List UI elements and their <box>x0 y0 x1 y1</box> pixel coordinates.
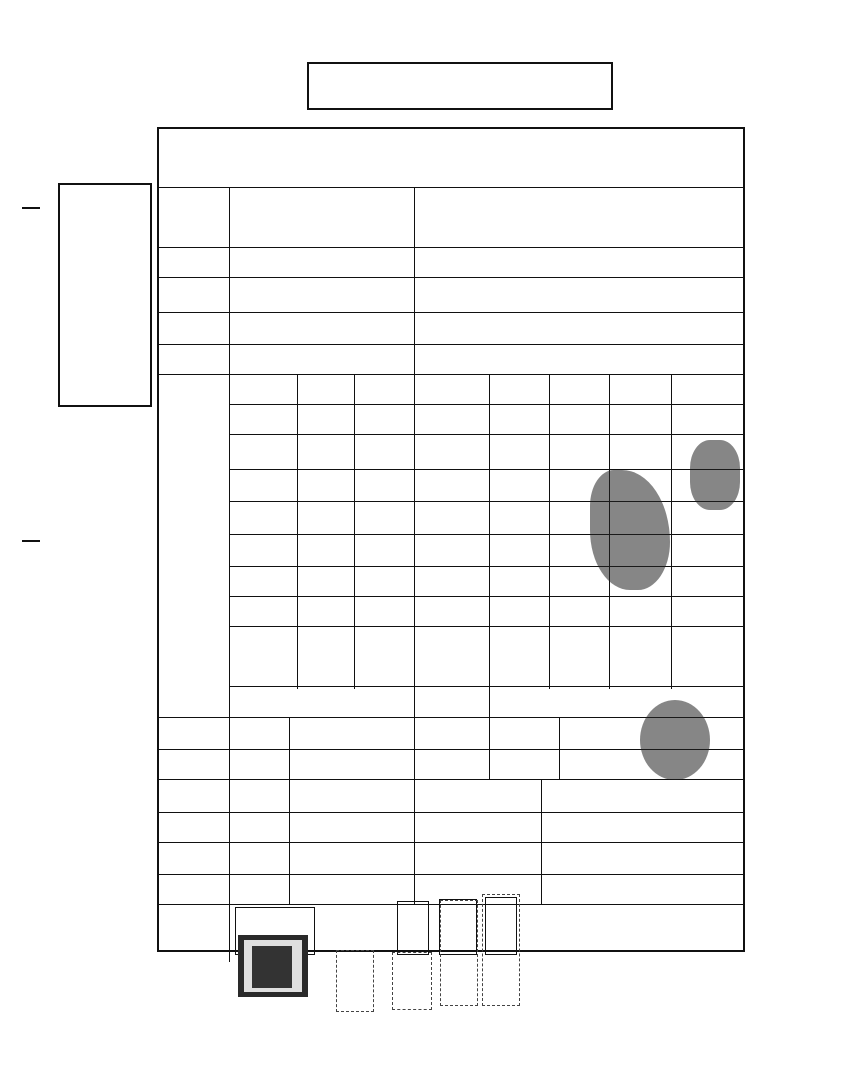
side-label-box <box>58 183 152 407</box>
signature-seal <box>392 952 432 1010</box>
signature-seal <box>440 900 478 1006</box>
ink-blot <box>690 440 740 510</box>
seal-core <box>252 946 292 988</box>
notice-box <box>307 62 613 110</box>
signature-seal <box>336 950 374 1012</box>
stamp-box <box>397 901 429 955</box>
ink-blot <box>640 700 710 780</box>
margin-mark <box>22 540 40 542</box>
signature-seal <box>482 894 520 1006</box>
margin-mark <box>22 207 40 209</box>
